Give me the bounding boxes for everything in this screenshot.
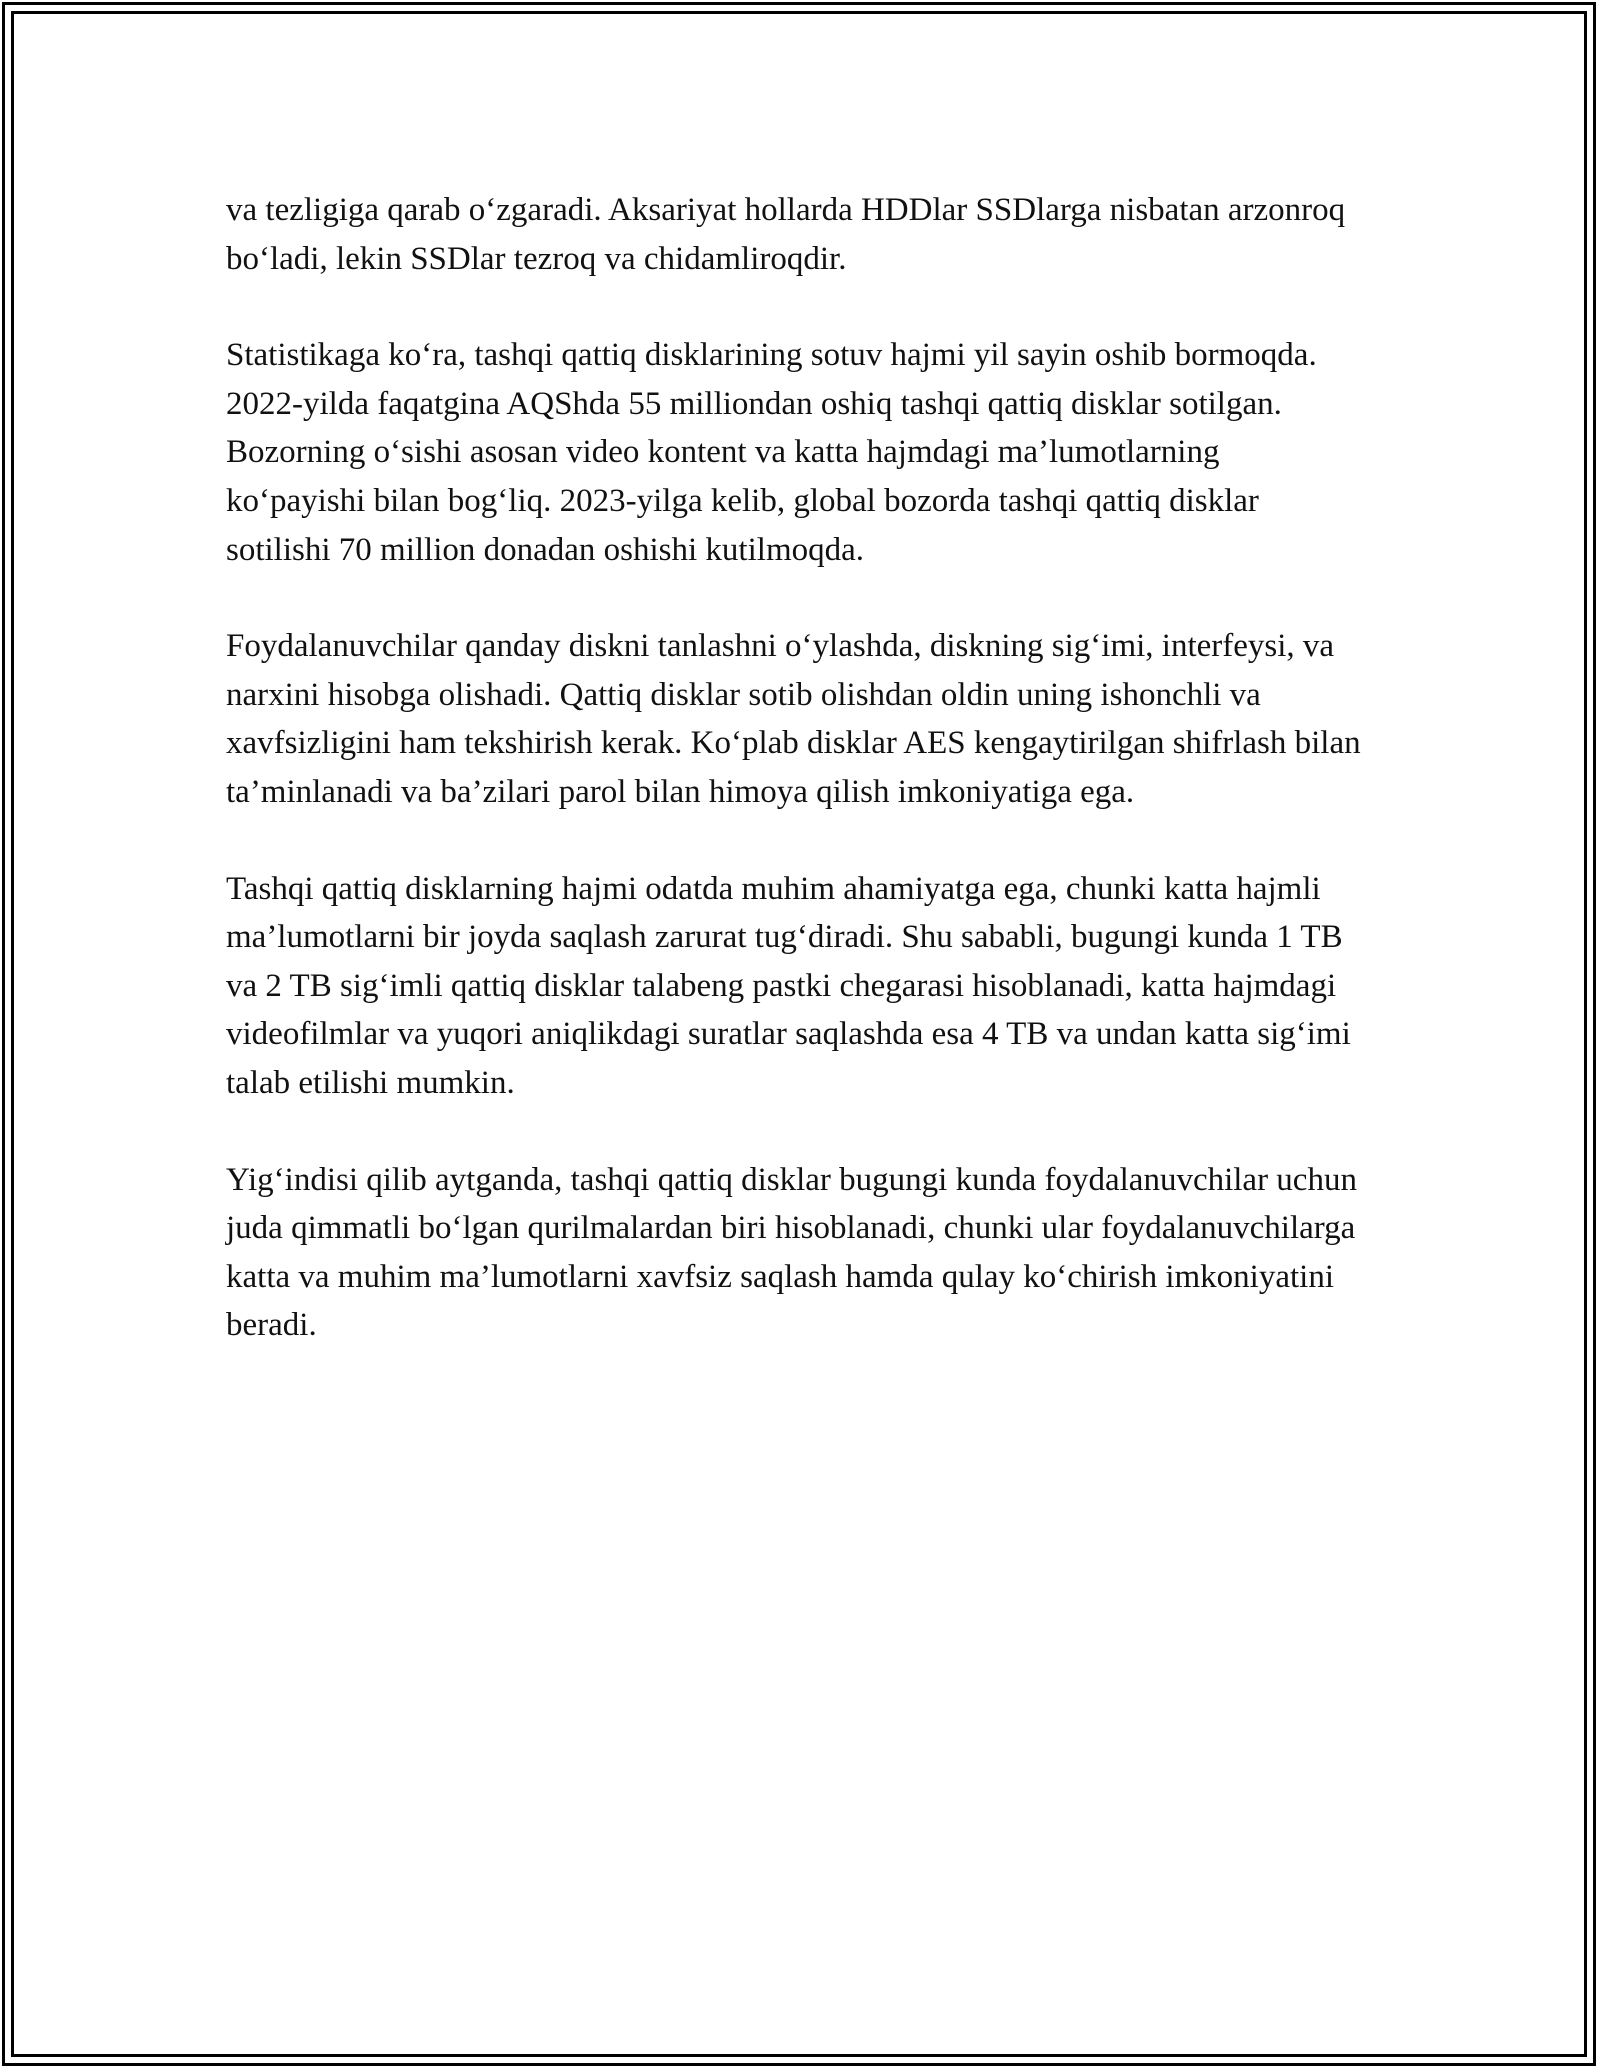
document-body [226,186,1366,1350]
paragraph-3: Foydalanuvchilar qanday diskni tanlashni o‘ylashda, diskning sig‘imi, interfeysi, va narxini hisobga olishadi. Qattiq disklar sotib olishdan oldin uning ishonchli va xavfsizligini ham tekshirish kerak. Ko‘plab disklar AES kengaytirilgan shifrlash bilan ta’minlanadi va ba’zilari parol bilan himoya qilish imkoniyatiga ega. [226,628,1361,810]
paragraph-1: va tezligiga qarab o‘zgaradi. Aksariyat hollarda HDDlar SSDlarga nisbatan arzonroq bo‘ladi, lekin SSDlar tezroq va chidamliroqdir. [226,192,1346,277]
paragraph-4: Tashqi qattiq disklarning hajmi odatda muhim ahamiyatga ega, chunki katta hajmli ma’lumotlarni bir joyda saqlash zarurat tug‘diradi. Shu sababli, bugungi kunda 1 TB va 2 TB sig‘imli qattiq disklar talabeng pastki chegarasi hisoblanadi, katta hajmdagi videofilmlar va yuqori aniqlikdagi suratlar saqlashda esa 4 TB va undan katta sig‘imi talab etilishi mumkin. [226,870,1351,1101]
paragraph-2: Statistikaga ko‘ra, tashqi qattiq disklarining sotuv hajmi yil sayin oshib bormoqda. 2022-yilda faqatgina AQShda 55 milliondan oshiq tashqi qattiq disklar sotilgan. Bozorning o‘sishi asosan video kontent va katta hajmdagi ma’lumotlarning ko‘payishi bilan bog‘liq. 2023-yilga kelib, global bozorda tashqi qattiq disklar sotilishi 70 million donadan oshishi kutilmoqda. [226,337,1317,568]
paragraph-5: Yig‘indisi qilib aytganda, tashqi qattiq disklar bugungi kunda foydalanuvchilar uchun juda qimmatli bo‘lgan qurilmalardan biri hisoblanadi, chunki ular foydalanuvchilarga katta va muhim ma’lumotlarni xavfsiz saqlash hamda qulay ko‘chirish imkoniyatini beradi. [226,1161,1357,1344]
